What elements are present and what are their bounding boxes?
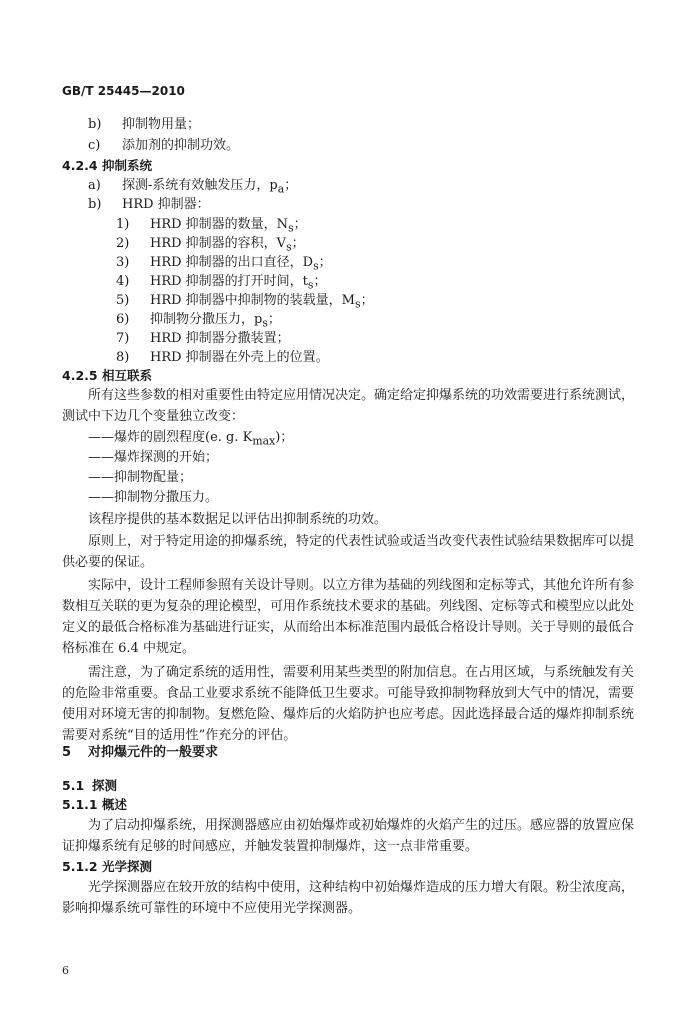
section-heading-5-1-1: 5.1.1 概述	[62, 797, 128, 812]
dash-item: ——爆炸探测的开始；	[88, 450, 219, 465]
list-item: b) HRD 抑制器：	[88, 197, 210, 212]
sub-list-item: 2) HRD 抑制器的容积，$V_s$；	[116, 236, 305, 254]
paragraph: 原则上，对于特定用途的抑爆系统，特定的代表性试验或适当改变代表性试验结果数据库可以提供必要的保证。	[62, 534, 635, 570]
sub-list-item: 5) HRD 抑制器中抑制物的装载量，$M_s$；	[116, 293, 374, 311]
section-heading-4-2-4: 4.2.4 抑制系统	[62, 158, 153, 173]
paragraph: 所有这些参数的相对重要性由特定应用情况决定。确定给定抑爆系统的功效需要进行系统测试，测试中下边几个变量独立改变：	[62, 388, 635, 424]
paragraph: 该程序提供的基本数据足以评估出抑制系统的功效。	[88, 512, 388, 527]
section-heading-5-1-2: 5.1.2 光学探测	[62, 859, 153, 874]
sub-list-item: 1) HRD 抑制器的数量，$N_s$；	[116, 217, 307, 235]
paragraph: 需注意，为了确定系统的适用性，需要利用某些类型的附加信息。在占用区域，与系统触发有关的危险非常重要。食品工业要求系统不能降低卫生要求。可能导致抑制物释放到大气中的情况，需要使用对环境无害的抑制物。复燃危险、爆炸后的火焰防护也应考虑。因此选择最合适的爆炸抑制系统需要对系统“目的适用性”作充分的评估。	[62, 665, 635, 743]
section-heading-4-2-5: 4.2.5 相互联系	[62, 368, 153, 383]
list-item: b) 抑制物用量；	[88, 117, 201, 132]
dash-item: ——抑制物分撒压力。	[88, 490, 219, 505]
section-heading-5: 5 对抑爆元件的一般要求	[62, 745, 219, 760]
sub-list-item: 7) HRD 抑制器分撒装置；	[116, 331, 290, 346]
sub-list-item: 3) HRD 抑制器的出口直径，$D_s$；	[116, 255, 332, 273]
list-item: c) 添加剂的抑制功效。	[88, 138, 240, 153]
dash-item: ——爆炸的剧烈程度(e. g. $K_{max}$)；	[88, 430, 294, 448]
standard-id: GB/T 25445—2010	[62, 84, 185, 98]
page-number: 6	[62, 964, 69, 977]
list-item: a) 探测-系统有效触发压力，$p_a$；	[88, 178, 298, 196]
paragraph: 实际中，设计工程师参照有关设计导则。以立方律为基础的列线图和定标等式，其他允许所有参数相互关联的更为复杂的理论模型，可用作系统技术要求的基础。列线图、定标等式和模型应以此处定义的最低合格标准为基础进行证实，从而给出本标准范围内最低合格设计导则。关于导则的最低合格标准在 6.4 中规定。	[62, 578, 635, 656]
paragraph: 光学探测器应在较开放的结构中使用，这种结构中初始爆炸造成的压力增大有限。粉尘浓度高，影响抑爆系统可靠性的环境中不应使用光学探测器。	[62, 880, 635, 916]
section-heading-5-1: 5.1 探测	[62, 778, 118, 793]
sub-list-item: 6) 抑制物分撒压力，$p_s$；	[116, 312, 281, 330]
paragraph: 为了启动抑爆系统，用探测器感应由初始爆炸或初始爆炸的火焰产生的过压。感应器的放置应保证抑爆系统有足够的时间感应，并触发装置抑制爆炸，这一点非常重要。	[62, 818, 635, 854]
dash-item: ——抑制物配量；	[88, 470, 193, 485]
sub-list-item: 8) HRD 抑制器在外壳上的位置。	[116, 350, 329, 365]
sub-list-item: 4) HRD 抑制器的打开时间，$t_s$；	[116, 274, 327, 292]
